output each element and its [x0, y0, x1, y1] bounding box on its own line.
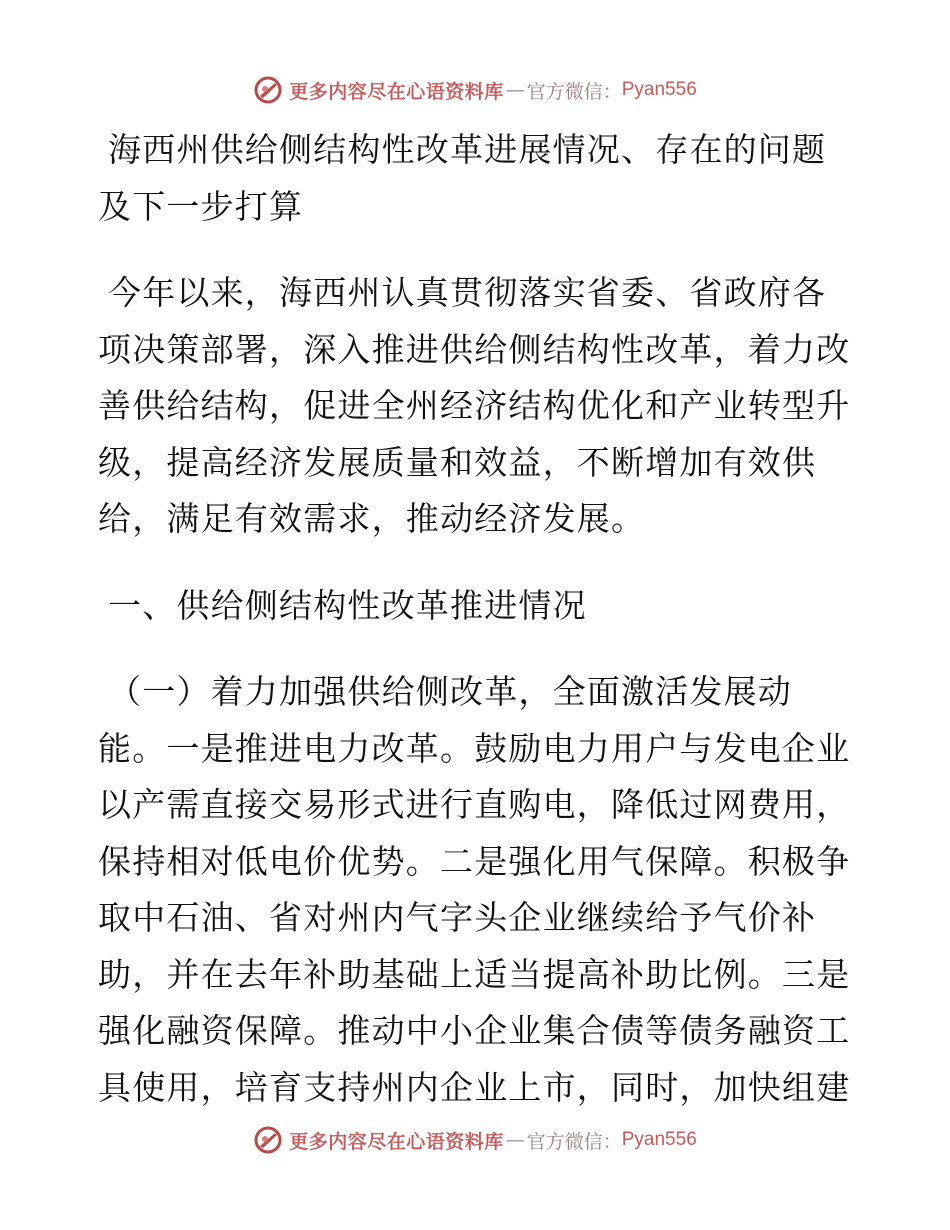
watermark-logo-icon [253, 75, 283, 105]
paragraph-line: （一）着力加强供给侧改革，全面激活发展动 [108, 672, 792, 711]
paragraph-line: 具使用，培育支持州内企业上市，同时，加快组建 [98, 1067, 851, 1107]
document-body [98, 122, 858, 1116]
document-title [98, 122, 858, 235]
watermark-separator: — [505, 1129, 525, 1151]
paragraph-line: 善供给结构，促进全州经济结构优化和产业转型升 [98, 386, 851, 425]
paragraph-line: 以产需直接交易形式进行直购电，降低过网费用， [98, 785, 851, 824]
paragraph-line: 取中石油、省对州内气字头企业继续给予气价补 [98, 898, 817, 937]
watermark-id: Pyan556 [621, 79, 697, 100]
title-line: 海西州供给侧结构性改革进展情况、存在的问题 [108, 130, 827, 169]
watermark-tail: 官方微信： [526, 1130, 622, 1153]
paragraph-line: 项决策部署，深入推进供给侧结构性改革，着力改 [98, 329, 851, 369]
watermark-logo-icon [253, 1125, 283, 1155]
watermark-tail: 官方微信： [526, 80, 622, 103]
section-heading: 一、供给侧结构性改革推进情况 [108, 585, 587, 625]
title-line: 及下一步打算 [98, 186, 304, 226]
subsection-paragraph [98, 664, 858, 1116]
paragraph-line: 保持相对低电价优势。二是强化用气保障。积极争 [98, 841, 851, 881]
paragraph-line: 强化融资保障。推动中小企业集合债等债务融资工 [98, 1011, 851, 1050]
watermark-id: Pyan556 [621, 1129, 697, 1150]
paragraph-line: 助，并在去年补助基础上适当提高补助比例。三是 [98, 954, 851, 994]
watermark-separator: — [505, 79, 525, 101]
intro-paragraph [98, 265, 858, 548]
header-watermark [0, 70, 950, 110]
paragraph-line: 给，满足有效需求，推动经济发展。 [98, 499, 646, 538]
paragraph-line: 级，提高经济发展质量和效益，不断增加有效供 [98, 442, 817, 482]
watermark-text: 更多内容尽在心语资料库 [289, 80, 504, 103]
paragraph-line: 今年以来，海西州认真贯彻落实省委、省政府各 [108, 273, 827, 312]
footer-watermark [0, 1120, 950, 1160]
watermark-text: 更多内容尽在心语资料库 [289, 1130, 504, 1153]
paragraph-line: 能。一是推进电力改革。鼓励电力用户与发电企业 [98, 728, 851, 768]
